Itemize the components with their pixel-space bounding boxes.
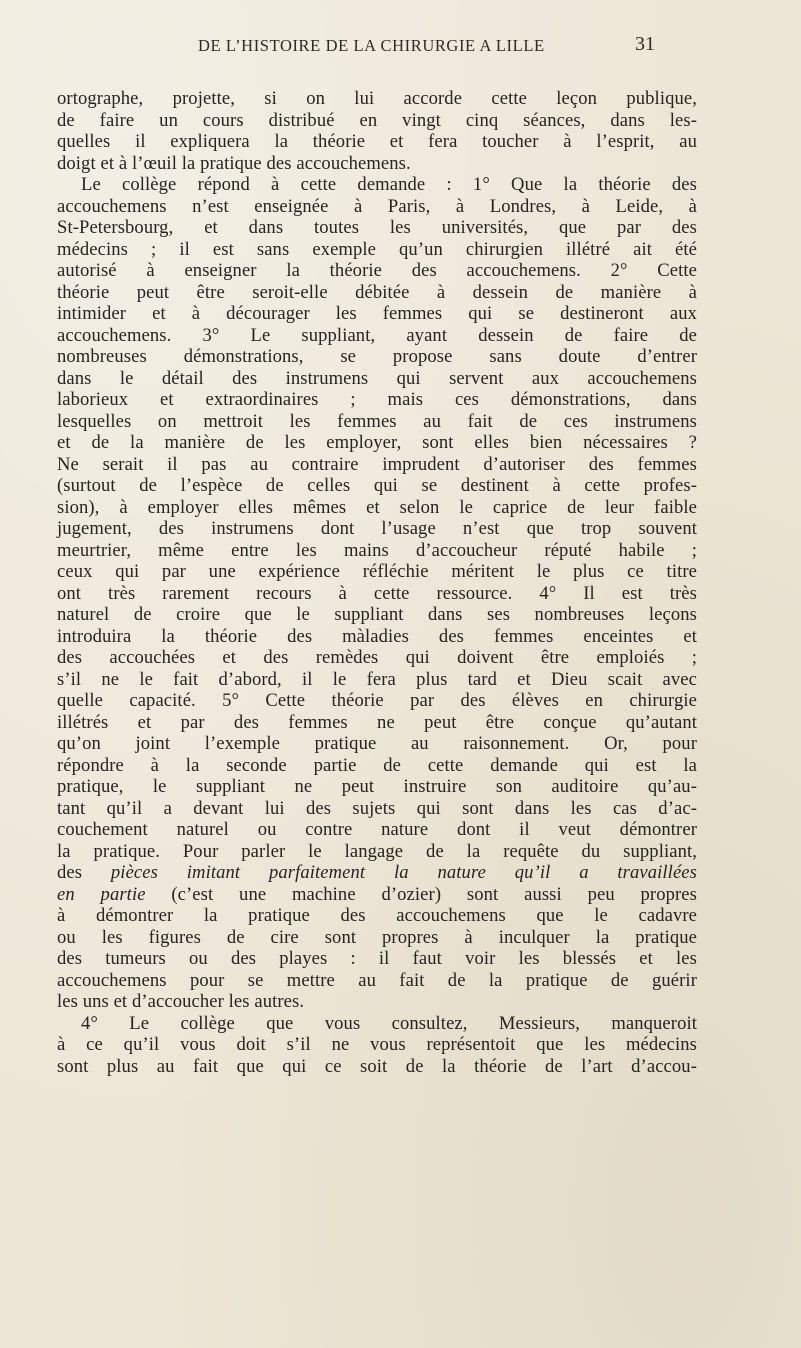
text-segment: illétrés et par des femmes ne peut être conçue qu’autant: [57, 711, 697, 733]
text-segment: tant qu’il a devant lui des sujets qui sont dans les cas d’ac-: [57, 797, 697, 819]
text-segment: théorie peut être seroit-elle débitée à dessein de manière à: [57, 281, 697, 303]
text-segment: laborieux et extraordinaires ; mais ces démonstrations, dans: [57, 389, 697, 410]
text-line: [57, 776, 697, 798]
text-segment: des tumeurs ou des playes : il faut voir les blessés et les: [57, 948, 697, 969]
text-segment: doigt et à l’œuil la pratique des accouchemens.: [57, 152, 411, 174]
page-number: 31: [635, 33, 655, 55]
text-segment: quelles il expliquera la théorie et fera toucher à l’esprit, au: [57, 131, 697, 152]
text-line: [57, 1056, 697, 1078]
text-segment: qu’on joint l’exemple pratique au raisonnement. Or, pour: [57, 733, 697, 754]
text-line: [57, 927, 697, 949]
text-line: [57, 991, 697, 1013]
italic-text: en partie: [57, 883, 146, 905]
text-line: [57, 604, 697, 626]
text-line: [57, 862, 697, 884]
text-line: [57, 540, 697, 562]
text-segment: nombreuses démonstrations, se propose sans doute d’entrer: [57, 346, 697, 367]
text-line: [57, 260, 697, 282]
text-line: [57, 712, 697, 734]
text-segment: ou les figures de cire sont propres à inculquer la pratique: [57, 926, 697, 948]
text-segment: des: [57, 862, 111, 883]
text-segment: s’il ne le fait d’abord, il le fera plus tard et Dieu scait avec: [57, 668, 697, 690]
text-segment: des accouchées et des remèdes qui doivent être emploiés ;: [57, 647, 697, 668]
text-segment: et de la manière de les employer, sont elles bien nécessaires ?: [57, 432, 697, 453]
text-line: [57, 798, 697, 820]
text-line: [57, 669, 697, 691]
text-segment: St-Petersbourg, et dans toutes les universités, que par des: [57, 217, 697, 238]
text-segment: ont très rarement recours à cette ressource. 4° Il est très: [57, 582, 697, 604]
text-segment: (surtout de l’espèce de celles qui se destinent à cette profes-: [57, 475, 697, 496]
text-line: [57, 346, 697, 368]
text-segment: jugement, des instrumens dont l’usage n’est que trop souvent: [57, 518, 697, 539]
text-segment: 4° Le collège que vous consultez, Messieurs, manqueroit: [81, 1012, 697, 1034]
text-line: [57, 905, 697, 927]
text-line: [57, 196, 697, 218]
text-line: [57, 432, 697, 454]
text-segment: médecins ; il est sans exemple qu’un chirurgien illétré ait été: [57, 238, 697, 260]
text-segment: à démontrer la pratique des accouchemens que le cadavre: [57, 905, 697, 926]
text-segment: accouchemens pour se mettre au fait de la pratique de guérir: [57, 969, 697, 991]
text-line: [57, 153, 697, 175]
text-line: [57, 948, 697, 970]
text-line: [57, 411, 697, 433]
text-segment: Le collège répond à cette demande : 1° Que la théorie des: [81, 174, 697, 195]
text-line: [57, 733, 697, 755]
text-segment: de faire un cours distribué en vingt cinq séances, dans les-: [57, 109, 697, 131]
text-line: [57, 970, 697, 992]
text-line: [57, 110, 697, 132]
text-line: [57, 475, 697, 497]
text-line: [57, 518, 697, 540]
text-segment: introduira la théorie des màladies des femmes enceintes et: [57, 625, 697, 647]
text-line: [57, 239, 697, 261]
text-line: [57, 841, 697, 863]
text-segment: (c’est une machine d’ozier) sont aussi peu propres: [145, 883, 697, 905]
text-line: [57, 690, 697, 712]
text-segment: les uns et d’accoucher les autres.: [57, 991, 305, 1012]
text-line: [57, 131, 697, 153]
text-line: [57, 88, 697, 110]
text-line: [57, 325, 697, 347]
text-segment: sion), à employer elles mêmes et selon le caprice de leur faible: [57, 496, 697, 518]
text-segment: couchement naturel ou contre nature dont il veut démontrer: [57, 819, 697, 840]
text-segment: intimider et à décourager les femmes qui se destineront aux: [57, 303, 697, 324]
text-segment: la pratique. Pour parler le langage de la requête du suppliant,: [57, 840, 697, 862]
text-segment: accouchemens n’est enseignée à Paris, à Londres, à Leide, à: [57, 195, 697, 217]
text-segment: ortographe, projette, si on lui accorde cette leçon publique,: [57, 88, 697, 109]
text-line: [57, 884, 697, 906]
body-text: [57, 88, 697, 1077]
text-segment: sont plus au fait que qui ce soit de la théorie de l’art d’accou-: [57, 1055, 697, 1077]
running-head: DE L’HISTOIRE DE LA CHIRURGIE A LILLE: [198, 36, 545, 55]
text-segment: répondre à la seconde partie de cette demande qui est la: [57, 754, 697, 776]
text-segment: quelle capacité. 5° Cette théorie par des élèves en chirurgie: [57, 690, 697, 711]
text-segment: naturel de croire que le suppliant dans ses nombreuses leçons: [57, 604, 697, 625]
text-line: [57, 647, 697, 669]
text-line: [57, 389, 697, 411]
text-segment: dans le détail des instrumens qui servent aux accouchemens: [57, 367, 697, 389]
italic-text: pièces imitant parfaitement la nature qu’il a travaillées: [110, 862, 697, 883]
text-segment: accouchemens. 3° Le suppliant, ayant dessein de faire de: [57, 324, 697, 346]
text-segment: meurtrier, même entre les mains d’accoucheur réputé habile ;: [57, 539, 697, 561]
text-segment: lesquelles on mettroit les femmes au fait de ces instrumens: [57, 410, 697, 432]
text-line: [57, 626, 697, 648]
text-segment: ceux qui par une expérience réfléchie méritent le plus ce titre: [57, 561, 697, 582]
text-segment: pratique, le suppliant ne peut instruire son auditoire qu’au-: [57, 776, 697, 797]
text-line: [57, 454, 697, 476]
text-line: [57, 1034, 697, 1056]
text-line: [57, 174, 697, 196]
text-line: [57, 755, 697, 777]
text-line: [57, 561, 697, 583]
text-line: [57, 819, 697, 841]
text-line: [57, 583, 697, 605]
text-segment: autorisé à enseigner la théorie des accouchemens. 2° Cette: [57, 260, 697, 281]
text-line: [57, 282, 697, 304]
text-line: [57, 303, 697, 325]
text-segment: à ce qu’il vous doit s’il ne vous représentoit que les médecins: [57, 1034, 697, 1055]
text-segment: Ne serait il pas au contraire imprudent d’autoriser des femmes: [57, 453, 697, 475]
text-line: [57, 1013, 697, 1035]
text-line: [57, 368, 697, 390]
text-line: [57, 497, 697, 519]
text-line: [57, 217, 697, 239]
